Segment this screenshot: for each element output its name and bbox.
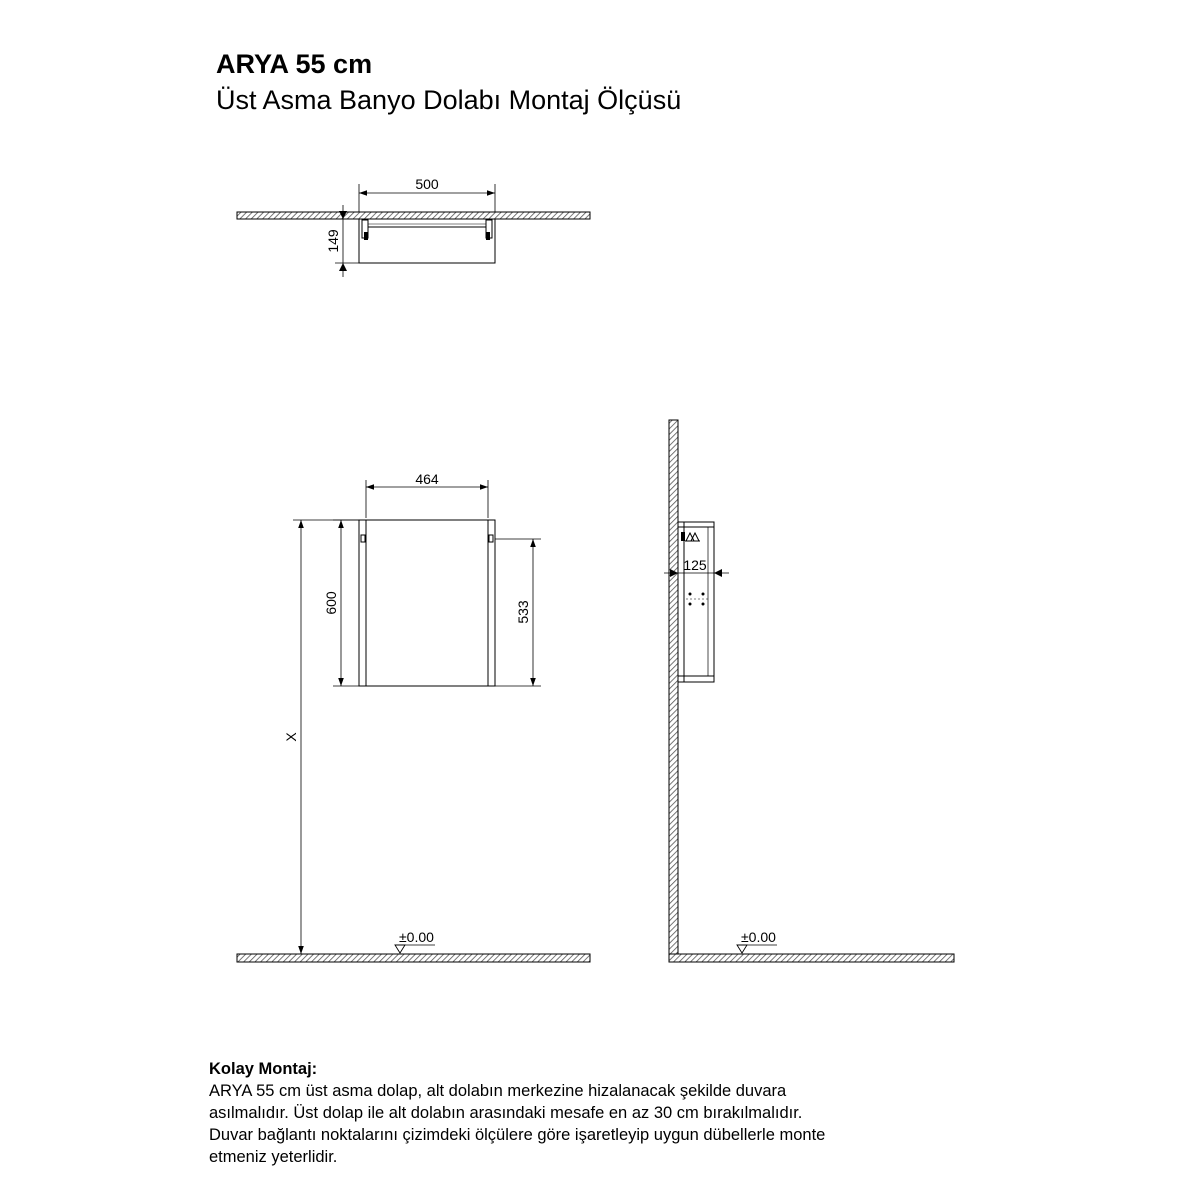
notes-line: etmeniz yeterlidir. (209, 1148, 338, 1166)
top-view-bracket-right (486, 220, 492, 240)
notes-line: Duvar bağlantı noktalarını çizimdeki ölçülere göre işaretleyip uygun dübellerle monte (209, 1126, 826, 1144)
front-view-mount-height-label: X (283, 732, 299, 742)
front-view-mount-height-dimension (283, 520, 359, 954)
front-view-height-label: 600 (323, 591, 339, 615)
front-view-floor (237, 954, 590, 962)
front-view-bracket-right (489, 535, 493, 542)
top-view-width-dimension (359, 176, 495, 212)
front-view-bracket-label: 533 (515, 600, 531, 624)
front-view-width-dimension (366, 471, 488, 518)
notes-line: ARYA 55 cm üst asma dolap, alt dolabın merkezine hizalanacak şekilde duvara (209, 1082, 787, 1100)
top-view-wall (237, 212, 590, 219)
front-view-cabinet (359, 520, 495, 686)
side-view-floor (669, 954, 954, 962)
front-view-width-label: 464 (415, 471, 439, 487)
front-view-floor-level-marker (395, 929, 435, 953)
page-subtitle: Üst Asma Banyo Dolabı Montaj Ölçüsü (216, 85, 682, 115)
side-view (664, 420, 954, 962)
top-view (237, 176, 590, 277)
notes-heading: Kolay Montaj: (209, 1060, 318, 1078)
top-view-bracket-left (362, 220, 368, 240)
side-view-depth-label: 125 (683, 557, 707, 573)
side-view-floor-label: ±0.00 (741, 929, 776, 945)
front-view-bracket-dimension (495, 539, 541, 686)
front-view-bracket-left (361, 535, 365, 542)
side-view-wall (669, 420, 678, 954)
side-view-cabinet (678, 522, 714, 682)
installation-notes (209, 1058, 969, 1168)
front-view-floor-label: ±0.00 (399, 929, 434, 945)
page-title: ARYA 55 cm (216, 49, 373, 79)
front-view (237, 471, 590, 962)
top-view-width-label: 500 (415, 176, 439, 192)
notes-line: asılmalıdır. Üst dolap ile alt dolabın arasındaki mesafe en az 30 cm bırakılmalıdır. (209, 1104, 803, 1122)
top-view-depth-label: 149 (325, 229, 341, 253)
front-view-height-dimension (323, 520, 359, 686)
side-view-floor-level-marker (737, 929, 777, 953)
top-view-cabinet (359, 219, 495, 263)
